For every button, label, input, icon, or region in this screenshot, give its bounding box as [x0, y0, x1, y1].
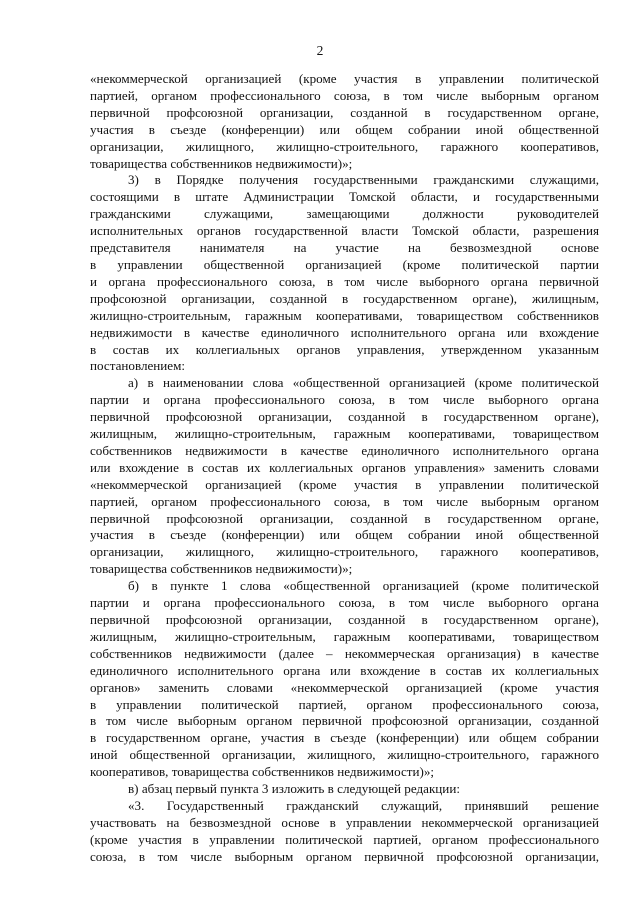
- text-line: (кроме участия в управлении политической партией, органом профессионального: [90, 831, 599, 847]
- text-line: органов» заменить словами «некоммерческой организацией (кроме участия: [90, 679, 599, 695]
- paragraph: [90, 798, 599, 866]
- text-line: недвижимости в качестве единоличного исполнительного органа или вхождение: [90, 324, 599, 340]
- text-line: представителя нанимателя на участие на безвозмездной основе: [90, 240, 599, 256]
- text-line: 3) в Порядке получения государственными гражданскими служащими,: [128, 172, 599, 188]
- text-line: или вхождение в состав их коллегиальных органов управления» заменить словами: [90, 459, 599, 475]
- text-line: товарищества собственников недвижимости)»;: [90, 561, 353, 577]
- text-line: в управлении политической партией, органом профессионального союза,: [90, 696, 599, 712]
- text-line: первичной профсоюзной организации, созданной в государственном органе),: [90, 409, 599, 425]
- text-line: «3. Государственный гражданский служащий, принявший решение: [128, 797, 599, 813]
- text-line: участия в съезде (конференции) или общем собрании иной общественной: [90, 121, 599, 137]
- paragraph: [90, 172, 599, 375]
- text-line: «некоммерческой организацией (кроме участия в управлении политической: [90, 71, 599, 86]
- paragraph: [90, 781, 599, 798]
- text-line: собственников недвижимости в качестве единоличного исполнительного органа: [90, 442, 599, 458]
- text-line: исполнительных органов государственной власти Томской области, разрешения: [90, 223, 599, 239]
- text-line: постановлением:: [90, 358, 186, 374]
- text-line: партии и органа профессионального союза, в том числе выборного органа: [90, 595, 599, 611]
- text-line: в государственном органе, участия в съезде (конференции) или общем собрании: [90, 730, 599, 746]
- text-line: гражданскими служащими, замещающими должности руководителей: [90, 206, 599, 222]
- text-line: состоящими в штате Администрации Томской области, и государственными: [90, 189, 599, 205]
- text-line: собственников недвижимости (далее – некоммерческая организация) в качестве: [90, 645, 599, 661]
- text-line: в состав их коллегиальных органов управления, утвержденном указанным: [90, 341, 599, 357]
- paragraph: [90, 578, 599, 781]
- text-line: а) в наименовании слова «общественной организацией (кроме политической: [128, 375, 599, 391]
- text-line: товарищества собственников недвижимости)»;: [90, 155, 353, 171]
- text-line: союза, в том числе выборным органом первичной профсоюзной организации,: [90, 848, 599, 864]
- text-line: единоличного исполнительного органа или вхождение в состав их коллегиальных: [90, 662, 599, 678]
- page-number: 2: [316, 43, 324, 58]
- text-line: в управлении общественной организацией (кроме политической партии: [90, 256, 599, 272]
- text-line: первичной профсоюзной организации, созданной в государственном органе),: [90, 612, 599, 627]
- text-line: организации, жилищного, жилищно-строительного, гаражного кооперативов,: [90, 138, 599, 154]
- text-line: жилищным, жилищно-строительным, гаражным кооперативами, товариществом: [90, 426, 599, 442]
- text-line: в том числе выборным органом первичной профсоюзной организации, созданной: [90, 713, 599, 729]
- text-line: участвовать на безвозмездной основе в управлении некоммерческой организацией: [90, 814, 599, 830]
- text-line: б) в пункте 1 слова «общественной организацией (кроме политической: [128, 578, 599, 594]
- text-line: в) абзац первый пункта 3 изложить в следующей редакции:: [128, 781, 460, 797]
- paragraph: [90, 71, 599, 172]
- text-line: и органа профессионального союза, в том числе выборного органа первичной: [90, 273, 599, 289]
- document-body: [90, 71, 599, 866]
- text-line: организации, жилищного, жилищно-строительного, гаражного кооперативов,: [90, 544, 599, 560]
- text-line: первичной профсоюзной организации, созданной в государственном органе,: [90, 104, 599, 120]
- text-line: «некоммерческой организацией (кроме участия в управлении политической: [90, 476, 599, 492]
- text-line: участия в съезде (конференции) или общем собрании иной общественной: [90, 527, 599, 543]
- text-line: партией, органом профессионального союза, в том числе выборным органом: [90, 493, 599, 509]
- text-line: жилищно-строительным, гаражным кооперативами, товариществом собственников: [90, 307, 599, 323]
- text-line: иной общественной организации, жилищного, жилищно-строительного, гаражного: [90, 747, 599, 763]
- text-line: первичной профсоюзной организации, созданной в государственном органе,: [90, 510, 599, 526]
- text-line: профсоюзной организации, созданной в государственном органе), жилищным,: [90, 290, 599, 306]
- text-line: партией, органом профессионального союза, в том числе выборным органом: [90, 87, 599, 103]
- text-line: кооперативов, товарищества собственников недвижимости)»;: [90, 764, 435, 780]
- text-line: жилищным, жилищно-строительным, гаражным кооперативами, товариществом: [90, 628, 599, 644]
- paragraph: [90, 375, 599, 578]
- text-line: партии и органа профессионального союза, в том числе выборного органа: [90, 392, 599, 408]
